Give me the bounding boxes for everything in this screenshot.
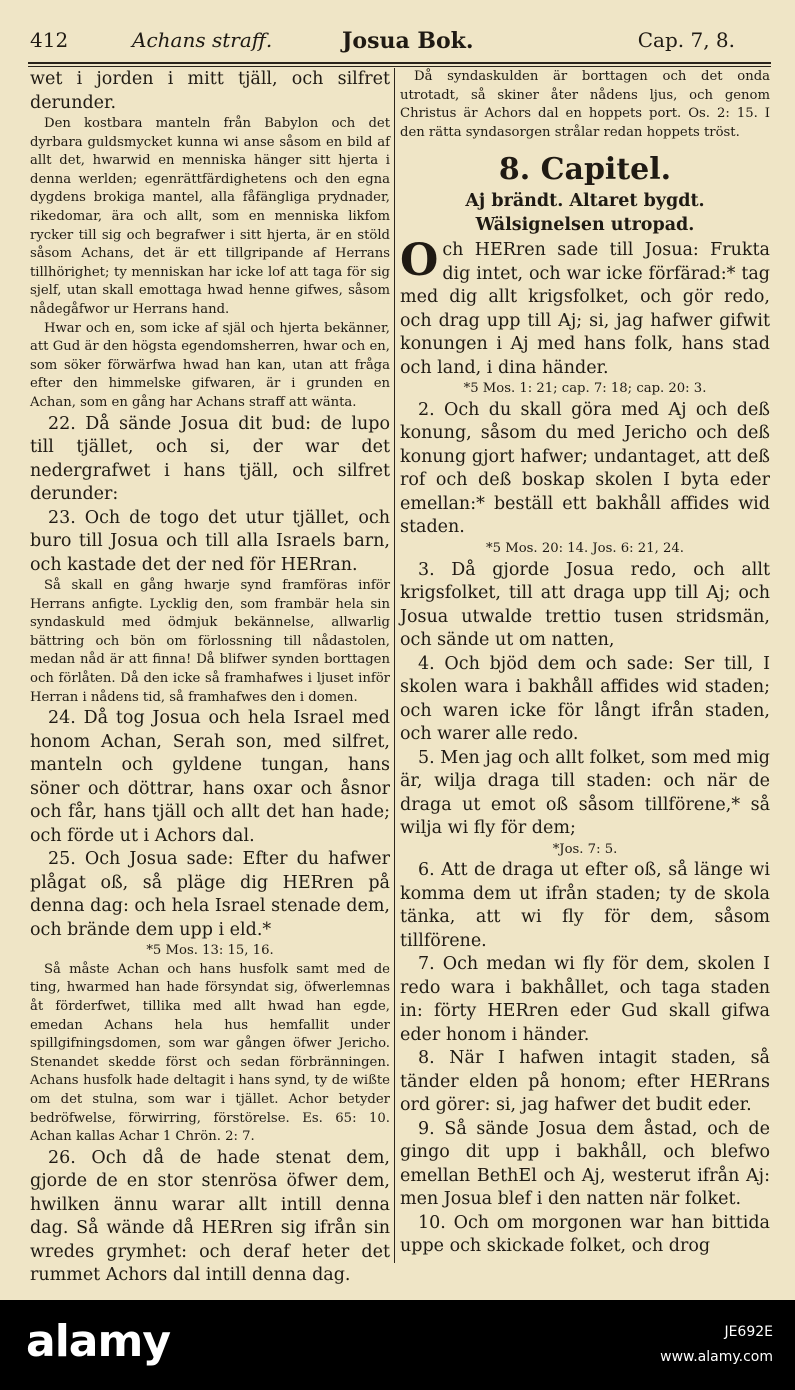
commentary-note: Då syndaskulden är borttagen och det onda utrotadt, så skiner åter nådens ljus, och genom Christus är Achors dal en hoppets port. Os. 2: 15. I den rätta syndasorgen strålar redan hoppets tröst. [400, 69, 770, 140]
verse-22: 22. Då sände Josua dit bud: de lupo till tjället, och si, der war det nedergrafwet i hans tjäll, och silfret derunder: [30, 413, 390, 504]
column-divider [394, 68, 395, 1263]
drop-cap: O [400, 235, 439, 287]
cross-reference: *5 Mos. 20: 14. Jos. 6: 21, 24. [486, 540, 684, 556]
watermark-logo: alamy [26, 1316, 170, 1367]
cross-reference: *5 Mos. 13: 15, 16. [146, 943, 274, 959]
verse-8: 8. När I hafwen intagit staden, så tänder elden på honom; efter HERrans ord görer: si, jag hafwer det budit eder. [400, 1048, 770, 1116]
verse-26: 26. Och då de hade stenat dem, gjorde de en stor stenrösa öfwer dem, hwilken ännu warar allt intill denna dag. Så wände då HERren sig ifrån sin wredes grymhet: och deraf heter det rummet Achors dal intill denna dag. [30, 1147, 390, 1286]
header-rule [28, 62, 771, 64]
cross-reference: *Jos. 7: 5. [552, 841, 618, 857]
chapter-title: 8. Capitel. [498, 152, 672, 188]
verse-continuation: wet i jorden i mitt tjäll, och silfret derunder. [30, 69, 390, 113]
verse-2: 2. Och du skall göra med Aj och deß konung, såsom du med Jericho och deß konung gjort hafwer; undantaget, att deß rof och deß boskap skolen I byta eder emellan:* beställ ett bakhåll affides wid staden. [400, 399, 770, 538]
commentary-note: Den kostbara manteln från Babylon och det dyrbara guldsmycket kunna wi anse såsom en bild af allt det, hwarwid en menniska hänger sitt hjerta i denna werlden; egenrättfärdighetens och den egna dygdens brokiga mantel, alla fåfängliga prydnader, rikedomar, ära och allt, som en menniska likfom rycker till sig och begrafwer i sitt hjerta, är en stöld såsom Achans, det är ett tillgripande af Herrans tillhörighet; ty menniskan har icke lof att taga för sig sjelf, utan skall emottaga hwad henne gifwes, såsom nådegåfwor ur Herrans hand. [30, 116, 390, 317]
verse-4: 4. Och bjöd dem och sade: Ser till, I skolen wara i bakhåll affides wid staden; och waren icke för långt ifrån staden, och warer alle redo. [400, 653, 770, 745]
right-column [400, 68, 770, 1259]
cross-reference: *5 Mos. 1: 21; cap. 7: 18; cap. 20: 3. [463, 381, 707, 397]
commentary-note: Så måste Achan och hans husfolk samt med de ting, hwarmed han hade försyndat sig, öfwerlemnas åt förderfwet, tillika med allt hwad han egde, emedan Achans hela hus hemfallit under spillgifningsdomen, som war gången öfwer Jericho. Stenandet skedde först och sedan förbränningen. Achans husfolk hade deltagit i hans synd, ty de wißte om det stulna, som war i tjället. Achor betyder bedröfwelse, förwirring, förstörelse. Es. 65: 10. Achan kallas Achar 1 Chrön. 2: 7. [30, 961, 390, 1145]
verse-5: 5. Men jag och allt folket, som med mig är, wilja draga till staden: och när de draga ut emot oß såsom tillförene,* så wilja wi fly för dem; [400, 747, 770, 839]
verse-10: 10. Och om morgonen war han bittida uppe och skickade folket, och drog [400, 1212, 770, 1257]
page-header [0, 22, 795, 58]
chapter-reference: Cap. 7, 8. [637, 28, 735, 52]
watermark-image-id: JE692E [724, 1324, 773, 1340]
book-title: Josua Bok. [342, 28, 474, 54]
commentary-note: Så skall en gång hwarje synd framföras inför Herrans anfigte. Lycklig den, som frambär hela sin syndaskuld med ödmjuk bekännelse, allwarlig bättring och bön om förlossning till nådastolen, medan nåd är att finna! Då blifwer synden borttagen och förlåten. Då den icke så framhafwes i ljuset inför Herran i nådens tid, så framhafwes den i domen. [30, 578, 390, 705]
commentary-note: Hwar och en, som icke af själ och hjerta bekänner, att Gud är den högsta egendomsherren, hwar och en, som söker förwärfwa hwad han kan, utan att fråga efter den himmelske gifwaren, är i grunden en Achan, som en gång har Achans straff att wänta. [30, 320, 390, 410]
left-column [30, 68, 390, 1288]
chapter-summary: Aj brändt. Altaret bygdt. Wälsignelsen utropad. [465, 191, 705, 235]
verse-25: 25. Och Josua sade: Efter du hafwer plågat oß, så pläge dig HERren på denna dag: och hela Israel stenade dem, och brände dem upp i eld.* [30, 849, 390, 940]
watermark-bar [0, 1300, 795, 1390]
verse-6: 6. Att de draga ut efter oß, så länge wi komma dem ut ifrån staden; ty de skola tänka, att wi fly för dem, såsom tillförene. [400, 860, 770, 951]
watermark-info [660, 1320, 773, 1370]
verse-1 [400, 235, 770, 380]
verse-24: 24. Då tog Josua och hela Israel med honom Achan, Serah son, med silfret, manteln och gyldene tungan, hans söner och döttrar, hans oxar och åsnor och får, hans tjäll och allt det han hade; och förde ut i Achors dal. [30, 708, 390, 846]
page-number: 412 [30, 28, 69, 52]
verse-9: 9. Så sände Josua dem åstad, och de gingo dit upp i bakhåll, och blefwo emellan BethEl och Aj, westerut ifrån Aj: men Josua blef i den natten när folket. [400, 1118, 770, 1210]
watermark-site: www.alamy.com [660, 1349, 773, 1365]
running-title: Achans straff. [132, 28, 273, 52]
verse-23: 23. Och de togo det utur tjället, och buro till Josua och till alla Israels barn, och kastade det der ned för HERran. [30, 507, 390, 575]
header-rule-thin [28, 66, 771, 67]
verse-3: 3. Då gjorde Josua redo, och allt krigsfolket, till att draga upp till Aj; och Josua utwalde trettio tusen stridsmän, och sände ut om natten, [400, 559, 770, 651]
verse-1-text: ch HERren sade till Josua: Frukta dig intet, och war icke förfärad:* tag med dig allt krigsfolket, och gör redo, och drag upp till Aj; si, jag hafwer gifwit konungen i Aj med hans folk, hans stad och land, i dina händer. [400, 240, 770, 378]
verse-7: 7. Och medan wi fly för dem, skolen I redo wara i bakhållet, och taga staden in: förty HERren eder Gud skall gifwa eder honom i händer. [400, 954, 770, 1045]
